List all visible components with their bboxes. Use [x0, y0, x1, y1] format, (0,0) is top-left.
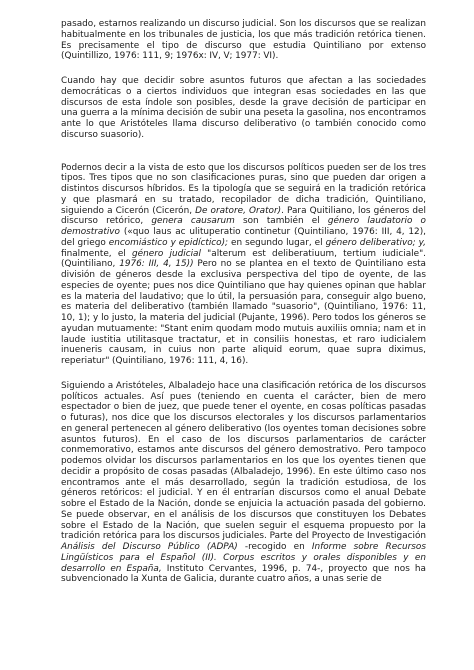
paragraph-judicial-discourse: [61, 19, 426, 62]
text-segment: finalmente, el: [61, 248, 133, 259]
italic-text-segment: Análisis del Discurso Público (ADPA): [61, 542, 238, 552]
text-segment: . Para Quitiliano, los géneros del discurso retórico,: [61, 205, 426, 227]
paragraph-albaladejo-classification: [61, 381, 426, 585]
text-segment: en segundo lugar, el: [228, 237, 326, 248]
italic-text-segment: De oratore, Orator): [195, 205, 282, 216]
text-segment: pasado, estarnos realizando un discurso judicial. Son los discursos que se realizan habitualmente en los tribunales de justicia, los que más tradición retórica tienen. Es precisamente el tipo de discurso que estudia Quintiliano por extenso (Quintillizo, 1976: 111, 9; 1976x: IV, V; 1977: VI).: [61, 19, 426, 62]
text-segment: Cuando hay que decidir sobre asuntos futuros que afectan a las sociedades democráticas o a ciertos individuos que integran esas sociedades en las que discursos de esta índole son posibles, desde la grave decisión de participar en una guerra a la mínima decisión de subir una peseta la gasolina, nos encontramos ante lo que Aristóteles llama discurso deliberativo (o también conocido como discurso suasorio).: [61, 76, 426, 140]
italic-text-segment: género judicial: [132, 248, 201, 259]
text-segment: son también el: [234, 216, 328, 227]
text-segment: Podernos decir a la vista de esto que los discursos políticos pueden ser de los tres tipos. Tres tipos que no son clasificaciones puras, sino que pueden dar origen a distintos discursos híbridos. Es la tipología que se seguirá en la tradición retórica y que plasmará en su tratado, recopilador de dicha tradición, Quintiliano, siguiendo a Cicerón (Cicerón,: [61, 162, 426, 216]
italic-text-segment: Informe sobre Recursos Lingüísticos para el Español (II). Corpus escritos y orales disponibles y en desarrollo en España,: [61, 542, 426, 574]
paragraph-deliberative-discourse: [61, 76, 426, 141]
italic-text-segment: género laudatorio o demostrativo: [61, 216, 426, 237]
text-segment: («quo laus ac ulituperatio continetur (Quintiliano, 1976: III, 4, 12), del griego: [61, 227, 426, 248]
text-segment: Siguiendo a Aristóteles, Albaladejo hace una clasificación retórica de los discursos políticos actuales. Así pues (teniendo en cuenta el carácter, bien de mero espectador o bien de juez, que puede tener el oyente, en cosas políticas pasadas o futuras), nos dice que los discursos electorales y los discursos parlamentarios en general pertenecen al género deliberativo (los oyentes toman decisiones sobre asuntos futuros). En el caso de los discursos parlamentarios de carácter conmemorativo, estamos ante discursos del género demostrativo. Pero tampoco podemos olvidar los discursos parlamentarios en los que los oyentes tienen que decidir a propósito de cosas pasadas (Albaladejo, 1996). En este último caso nos encontramos ante el más desarrollado, según la tradición estudiosa, de los géneros retóricos: el judicial. Y en él entrarían discursos como el anual Debate sobre el Estado de la Nación, donde se enjuicia la actuación pasada del gobierno. Se puede observar, en el análisis de los discursos que constituyen los Debates sobre el Estado de la Nación, que suelen seguir el esquema propuesto por la tradición retórica para los discursos judiciales. Parte del Proyecto de Investigación: [61, 380, 426, 542]
text-segment: Pero no se plantea en el texto de Quintiliano esta división de géneros desde la exclusiva perspectiva del tipo de oyente, de las especies de oyente; pues nos dice Quintiliano que hay quienes opinan que hablar es la materia del laudativo; que lo útil, la persuasión para, conseguir algo bueno, es materia del deliberativo (también llamado "suasorio", (Quintiliano, 1976: 11, 10, 1); y lo justo, la materia del judicial (Pujante, 1996). Pero todos los géneros se ayudan mutuamente: "Stant enim quodam modo mutuis auxiliis omnia; nam et in laude iustitia utilitasque tractatur, et in consiliis honestas, et raro iudicialem inueneris causam, in cuius non parte aliquid eorum, quae supra diximus, reperiatur" (Quintiliano, 1976: 111, 4, 16).: [61, 259, 426, 366]
italic-text-segment: 1976: III, 4, 15)): [119, 259, 194, 270]
italic-text-segment: género deliberativo; y,: [325, 237, 426, 248]
text-segment: "alterum est deliberatiuum, tertium iudiciale". (Quintiliano,: [61, 248, 427, 270]
text-segment: -recogido en: [237, 542, 312, 552]
italic-text-segment: encomiástico y epidíctico);: [108, 237, 229, 248]
italic-text-segment: genera causarum: [151, 216, 235, 227]
text-segment: Instituto Cervantes, 1996, p. 74-, proyecto que nos ha subvencionado la Xunta de Galicia, durante cuatro años, a unas serie de: [61, 563, 426, 585]
paragraph-three-genres: [61, 163, 426, 367]
